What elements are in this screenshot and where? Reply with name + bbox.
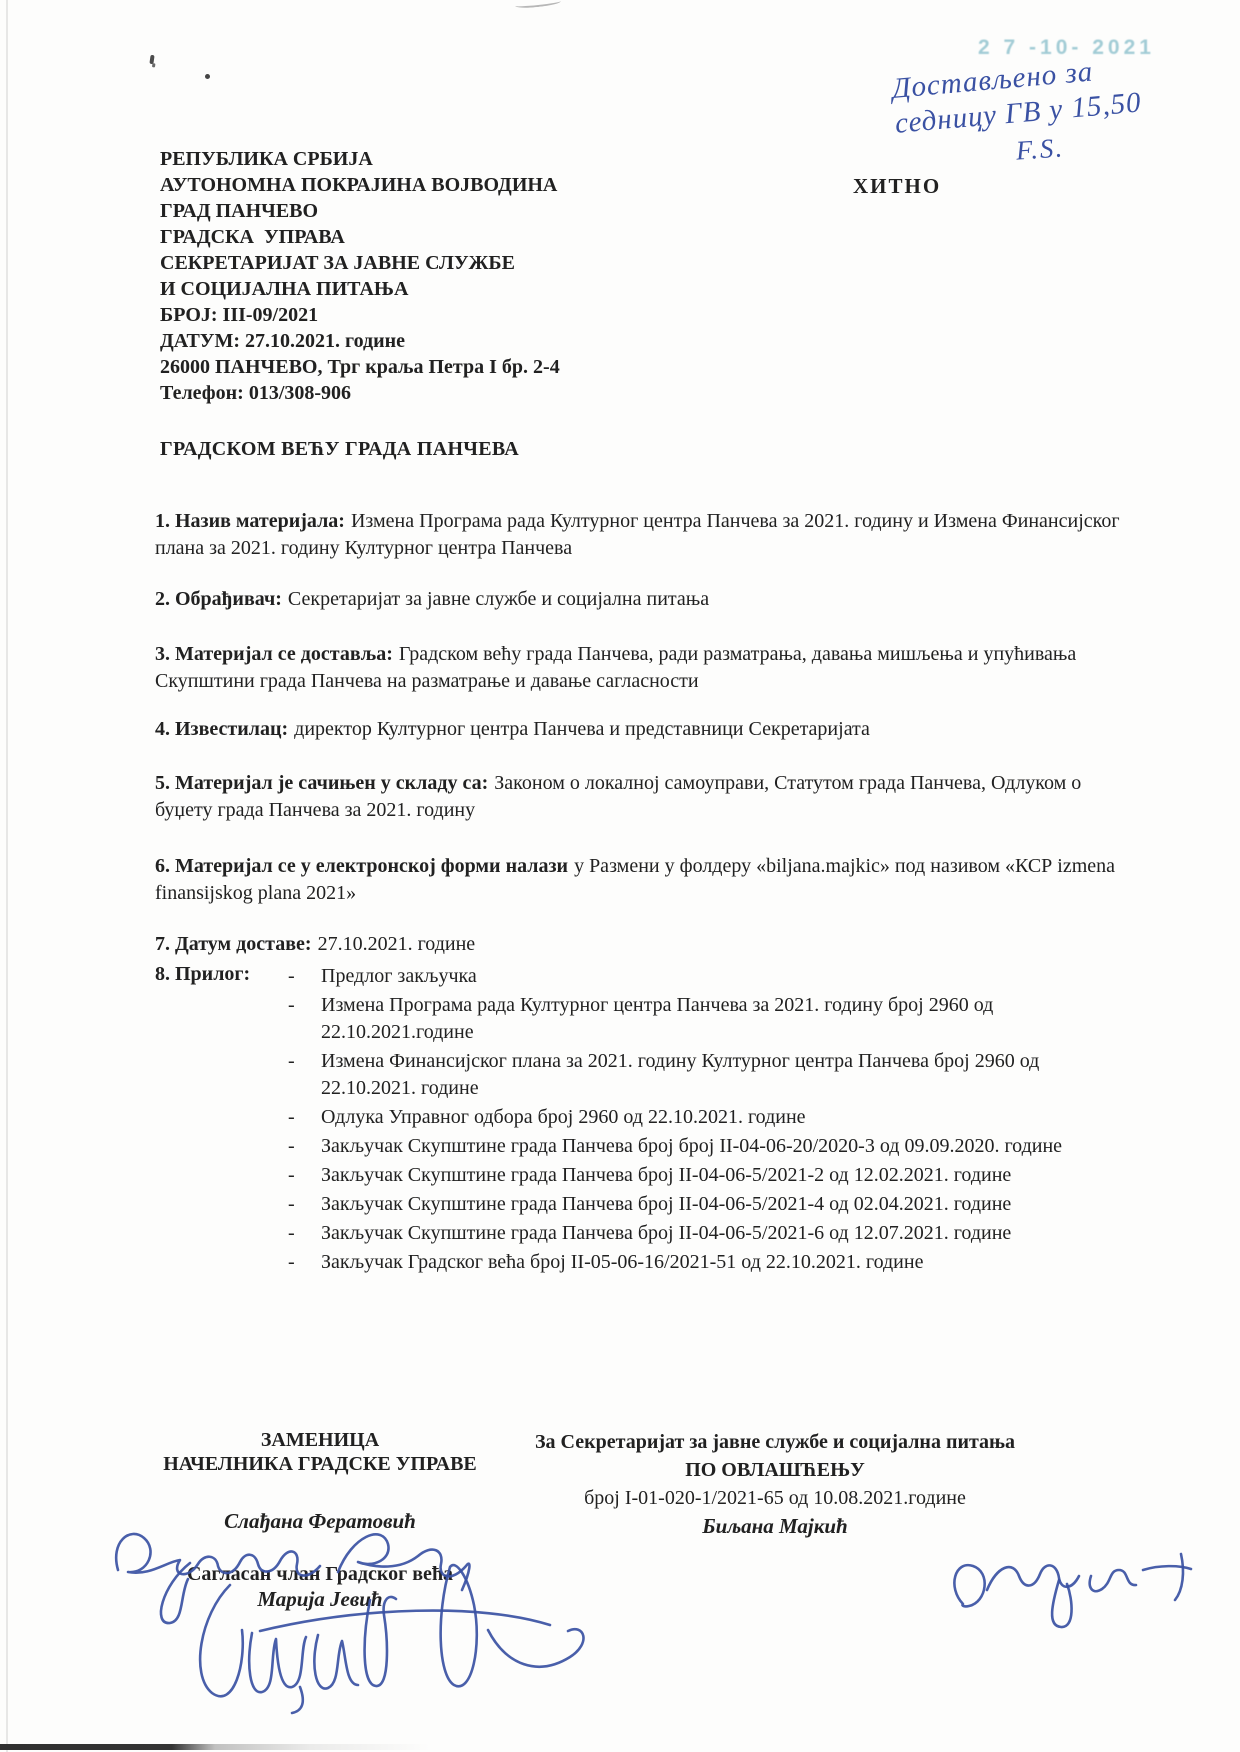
- letterhead-line: ГРАД ПАНЧЕВО: [160, 200, 319, 222]
- item-label: 5. Материјал је сачињен у складу са:: [155, 772, 489, 794]
- dash-bullet: -: [288, 1164, 295, 1186]
- attachment-text: Закључак Скупштине града Панчева број II-04-06-5/2021-4 од 02.04.2021. године: [321, 1193, 1012, 1215]
- attachment-row: [288, 1191, 1126, 1218]
- scan-bottom-artifact: [0, 1744, 430, 1750]
- date-stamp: 2 7 -10- 2021: [978, 36, 1155, 59]
- urgent-label: ХИТНО: [853, 174, 942, 198]
- attachment-row: [288, 992, 1126, 1046]
- majkic-name: Биљана Мајкић: [702, 1514, 848, 1538]
- letterhead-line: ГРАДСКА УПРАВА: [160, 226, 345, 248]
- scan-top-mark: [515, 0, 561, 9]
- recipient-title: ГРАДСКОМ ВЕЋУ ГРАДА ПАНЧЕВА: [160, 438, 520, 460]
- dash-bullet: -: [288, 1135, 295, 1157]
- dash-bullet: -: [288, 1222, 295, 1244]
- deputy-title-line: ЗАМЕНИЦА: [260, 1429, 380, 1451]
- authorization-number: број I-01-020-1/2021-65 од 10.08.2021.године: [584, 1487, 966, 1509]
- letterhead-line: И СОЦИЈАЛНА ПИТАЊА: [160, 278, 409, 300]
- item-obradjivac: [155, 586, 1120, 613]
- item-label: 3. Материјал се доставља:: [155, 643, 393, 665]
- dash-bullet: -: [288, 965, 295, 987]
- attachment-row: [288, 1133, 1126, 1160]
- handwritten-initials: F.S.: [1014, 132, 1065, 166]
- attachment-row: [288, 963, 1126, 990]
- attachment-text: Измена Програма рада Културног центра Панчева за 2021. годину број 2960 од 22.10.2021.године: [321, 994, 994, 1043]
- letterhead: [160, 146, 560, 406]
- letterhead-line: РЕПУБЛИКА СРБИЈА: [160, 148, 373, 170]
- item-text: Секретаријат за јавне службе и социјална питања: [287, 588, 710, 610]
- majkic-signature: [935, 1532, 1200, 1632]
- attachment-text: Закључак Градског већа број II-05-06-16/2021-51 од 22.10.2021. године: [321, 1251, 924, 1273]
- item-label: 4. Известилац:: [155, 718, 289, 740]
- scan-edge-line: [6, 0, 8, 1752]
- item-text: Измена Програма рада Културног центра Панчева за 2021. годину и Измена Финансијског плана за 2021. годину Културног центра Панчева: [155, 510, 1120, 559]
- scan-speck: [149, 55, 154, 64]
- item-label: 2. Обрађивач:: [155, 588, 282, 610]
- attachment-row: [288, 1162, 1126, 1189]
- dash-bullet: -: [288, 1050, 295, 1072]
- attachment-text: Закључак Скупштине града Панчева број број II-04-06-20/2020-3 од 09.09.2020. године: [321, 1135, 1063, 1157]
- scan-speck: [205, 74, 210, 79]
- item-label: 7. Датум доставе:: [155, 933, 312, 955]
- letterhead-line: АУТОНОМНА ПОКРАЈИНА ВОЈВОДИНА: [160, 174, 558, 196]
- attachment-text: Закључак Скупштине града Панчева број II-04-06-5/2021-2 од 12.02.2021. године: [321, 1164, 1012, 1186]
- deputy-title-line: НАЧЕЛНИКА ГРАДСКЕ УПРАВЕ: [163, 1453, 477, 1475]
- attachment-row: [288, 1048, 1126, 1102]
- item-label: 6. Материјал се у електронској форми налази: [155, 855, 569, 877]
- attachments-list: [288, 963, 1126, 1278]
- secretariat-signature-block: [530, 1430, 1020, 1542]
- item-elektronska-forma: [155, 853, 1120, 907]
- attachment-row: [288, 1220, 1126, 1247]
- dash-bullet: -: [288, 1193, 295, 1215]
- item-text: директор Културног центра Панчева и представници Секретаријата: [294, 718, 870, 740]
- dash-bullet: -: [288, 1106, 295, 1128]
- item-text: Законом о локалној самоуправи, Статутом града Панчева, Одлуком о буџету града Панчева за 2021. годину: [155, 772, 1082, 821]
- letterhead-line: БРОЈ: III-09/2021: [160, 304, 319, 326]
- dash-bullet: -: [288, 1251, 295, 1273]
- item-text: у Размени у фолдеру «biljana.majkic» под називом «КСР izmena finansijskog plana 2021»: [155, 855, 1116, 904]
- attachment-text: Предлог закључка: [321, 965, 477, 987]
- dash-bullet: -: [288, 994, 295, 1016]
- letterhead-line: 26000 ПАНЧЕВО, Трг краља Петра I бр. 2-4: [160, 356, 560, 378]
- item-izvestilac: [155, 716, 1120, 743]
- item-text: 27.10.2021. године: [317, 933, 476, 955]
- item-label: 1. Назив материјала:: [155, 510, 345, 532]
- attachments-label: 8. Прилог:: [155, 963, 251, 985]
- attachment-row: [288, 1104, 1126, 1131]
- item-text: Градском већу града Панчева, ради разматрања, давања мишљења и упућивања Скупштини града Панчева на разматрање и давање сагласности: [155, 643, 1077, 692]
- attachment-text: Одлука Управног одбора број 2960 од 22.10.2021. године: [321, 1106, 806, 1128]
- letterhead-line: СЕКРЕТАРИЈАТ ЗА ЈАВНЕ СЛУЖБЕ: [160, 252, 515, 274]
- jevic-signature: [150, 1545, 650, 1715]
- feratovic-name: Слађана Фератовић: [224, 1509, 416, 1533]
- jevic-name: Марија Јевић: [257, 1587, 383, 1611]
- authorization-label: ПО ОВЛАШЋЕЊУ: [685, 1459, 865, 1481]
- item-materijal-se-dostavlja: [155, 641, 1120, 695]
- attachment-text: Измена Финансијског плана за 2021. годину Културног центра Панчева број 2960 од 22.10.2021. године: [321, 1050, 1040, 1099]
- attachment-row: [288, 1249, 1126, 1276]
- letterhead-line: Телефон: 013/308-906: [160, 382, 352, 404]
- approval-label: Сагласан члан Градског већа: [186, 1563, 454, 1585]
- deputy-title: [140, 1428, 500, 1476]
- item-naziv-materijala: [155, 508, 1120, 562]
- item-u-skladu-sa: [155, 770, 1120, 824]
- handwritten-note: Достављено за седницу ГВ у 15,50: [890, 55, 1143, 140]
- item-datum-dostave: [155, 931, 1120, 958]
- secretariat-for-line: За Секретаријат за јавне службе и социјална питања: [535, 1431, 1015, 1453]
- attachment-text: Закључак Скупштине града Панчева број II-04-06-5/2021-6 од 12.07.2021. године: [321, 1222, 1012, 1244]
- letterhead-line: ДАТУМ: 27.10.2021. године: [160, 330, 406, 352]
